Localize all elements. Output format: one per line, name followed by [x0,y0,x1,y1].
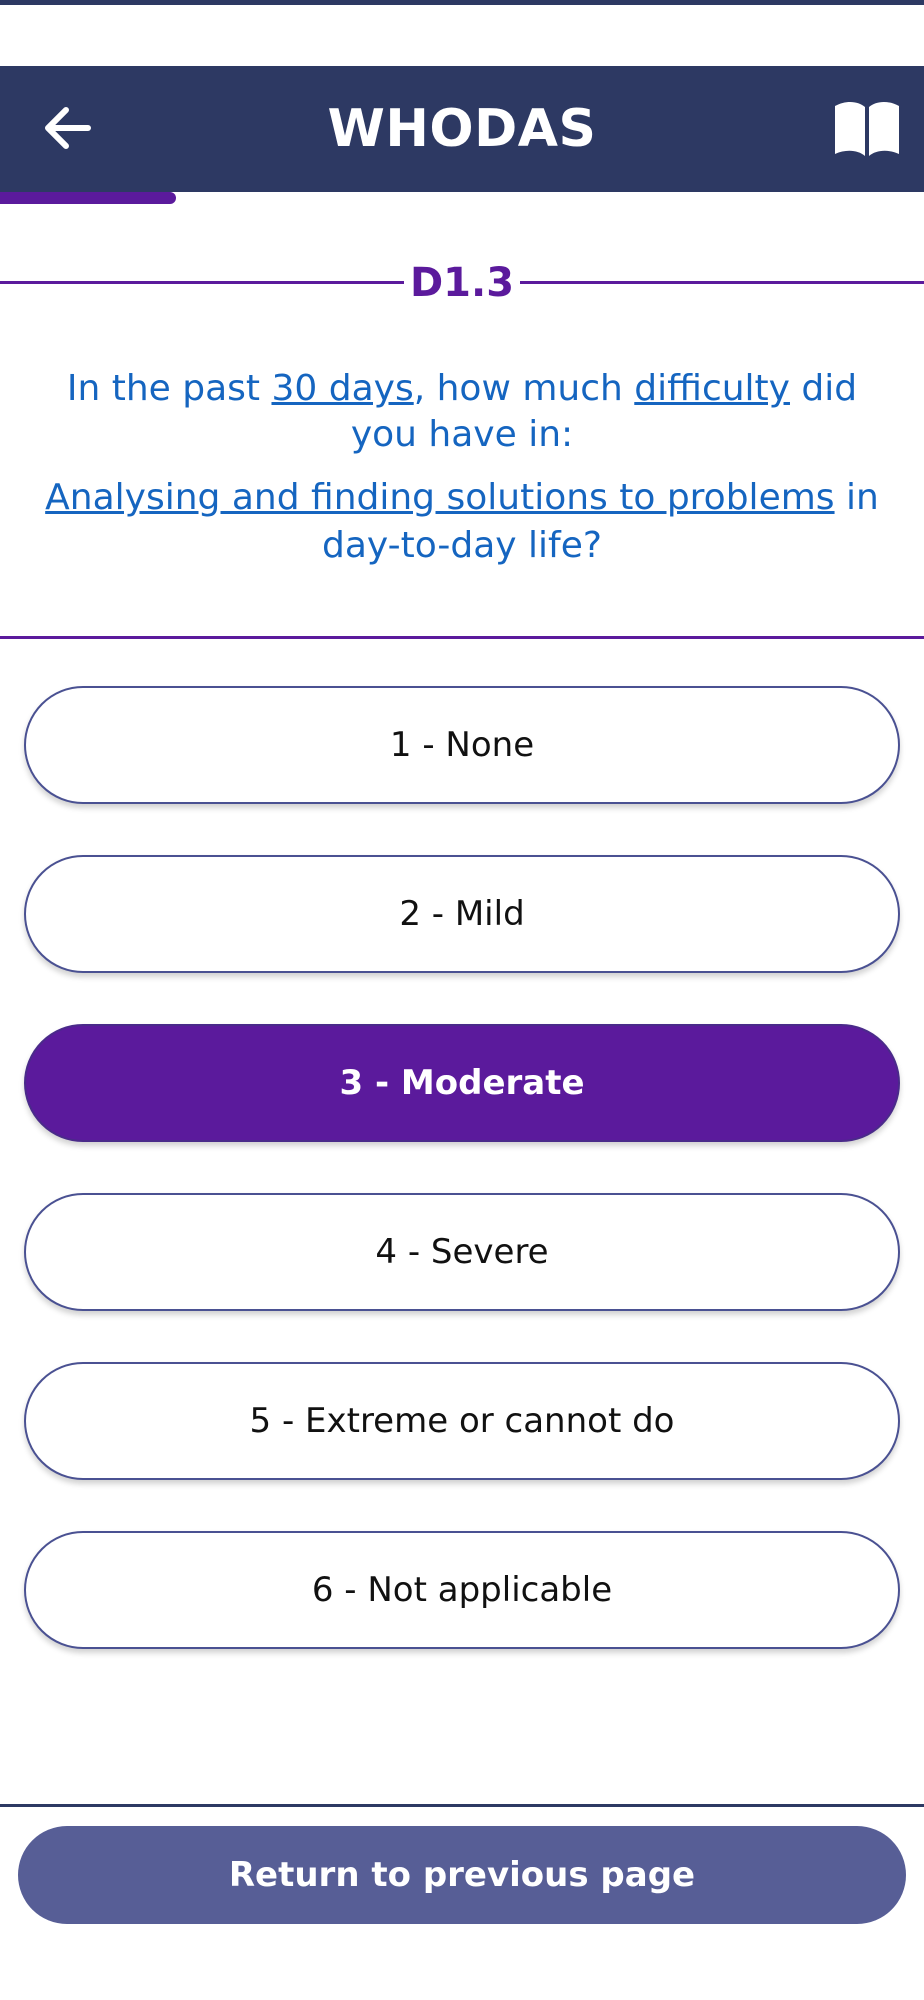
book-icon [832,98,902,162]
status-bar-line [0,0,924,5]
lead-text: In the past [66,368,272,409]
app-bar [0,66,924,192]
return-button[interactable]: Return to previous page [18,1826,906,1924]
question-lead [40,366,884,458]
option-moderate[interactable]: 3 - Moderate [24,1024,900,1142]
question-item-text: in day-to-day life? [322,477,879,566]
thirty-days-link[interactable]: 30 days [271,368,414,409]
option-none[interactable]: 1 - None [24,686,900,804]
page-title: WHODAS [327,99,597,159]
section-line-left [0,281,404,284]
difficulty-link[interactable]: difficulty [634,368,790,409]
lead-text: did you have in: [350,368,858,455]
section-header [0,250,924,316]
option-not-applicable[interactable]: 6 - Not applicable [24,1531,900,1649]
question [40,366,884,570]
section-line-right [520,281,924,284]
lead-text: , how much [413,368,635,409]
arrow-left-icon [36,96,100,160]
progress-bar [0,192,924,204]
divider [0,636,924,639]
option-mild[interactable]: 2 - Mild [24,855,900,973]
option-severe[interactable]: 4 - Severe [24,1193,900,1311]
section-code: D1.3 [409,260,515,306]
back-button[interactable] [36,96,100,160]
progress-fill [0,192,176,204]
answer-options [24,686,900,1700]
question-item-link[interactable]: Analysing and finding solutions to problems [45,477,835,518]
option-extreme[interactable]: 5 - Extreme or cannot do [24,1362,900,1480]
question-item [40,474,884,570]
footer-divider [0,1804,924,1807]
manual-button[interactable] [832,98,902,162]
